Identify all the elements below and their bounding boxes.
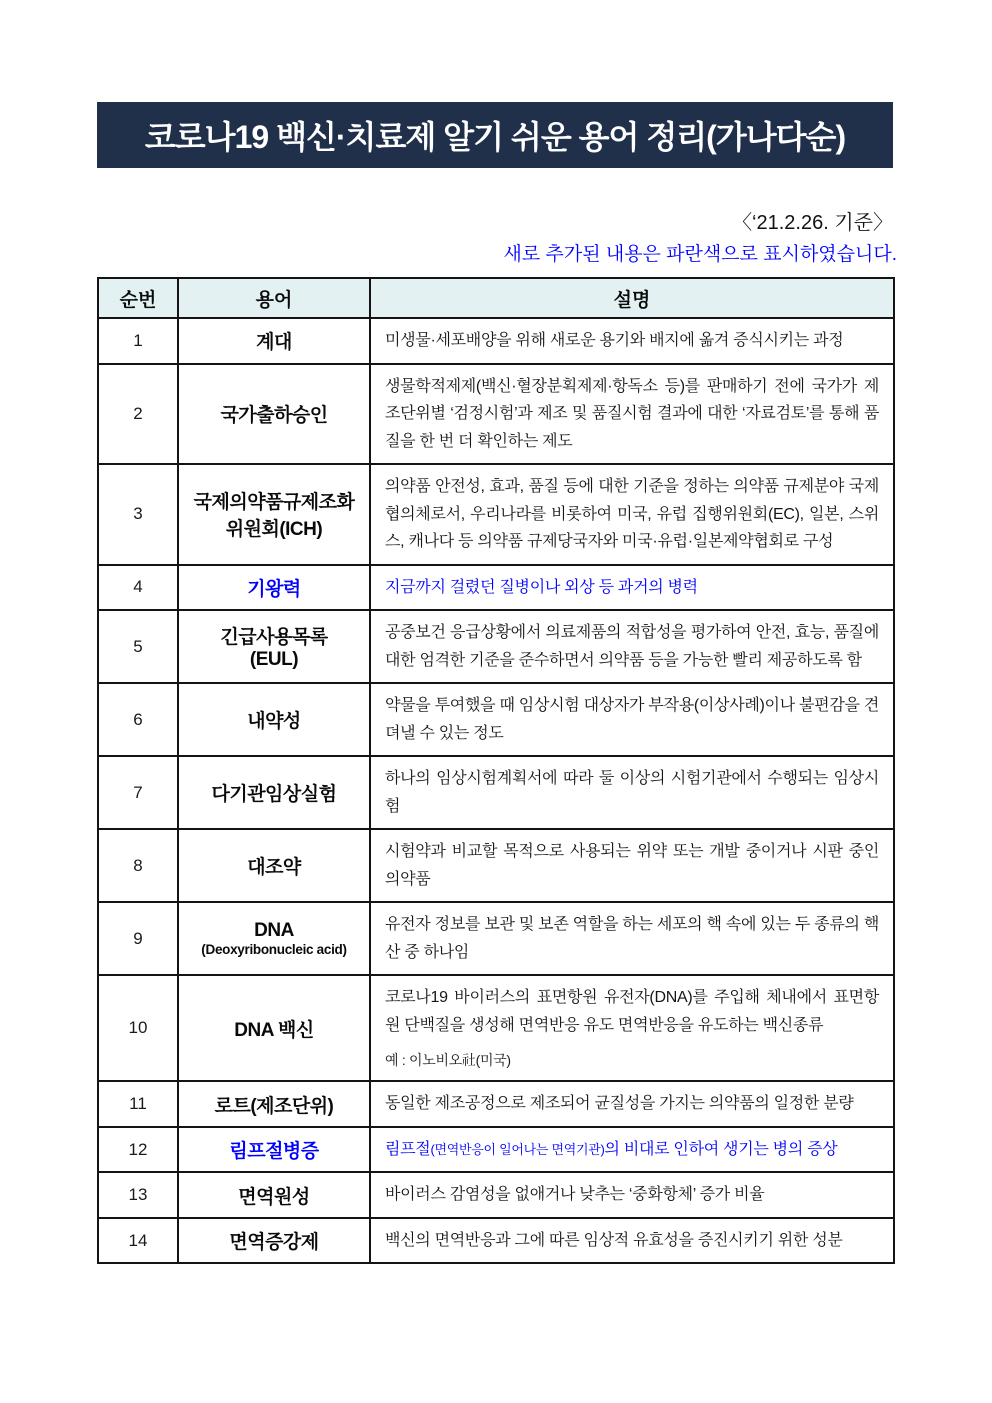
description-text: 생물학적제제(백신·혈장분획제제·항독소 등)를 판매하기 전에 국가가 제조단위별 ‘검정시험’과 제조 및 품질시험 결과에 대한 ‘자료검토’를 통해 품질을 한 번 더 확인하는 제도: [385, 377, 879, 450]
term-text: 긴급사용목록: [220, 627, 328, 649]
term-cell: [178, 1172, 370, 1218]
table-row: [98, 1172, 894, 1218]
document-title: 코로나19 백신·치료제 알기 쉬운 용어 정리(가나다순): [144, 119, 846, 155]
col-header-number: 순번: [98, 278, 178, 318]
description-text: 지금까지 걸렸던 질병이나 외상 등 과거의 병력: [385, 578, 698, 596]
table-row: [98, 902, 894, 975]
description-text: 공중보건 응급상황에서 의료제품의 적합성을 평가하여 안전, 효능, 품질에 대한 엄격한 기준을 준수하면서 의약품 등을 가능한 빨리 제공하도록 함: [385, 624, 879, 669]
description-cell: [370, 364, 894, 465]
term-cell: [178, 364, 370, 465]
term-text: 로트(제조단위): [214, 1095, 334, 1117]
example-text: 예 : 이노비오社(미국): [385, 1052, 511, 1069]
row-number: 8: [98, 829, 178, 902]
date-reference-note: 〈‘21.2.26. 기준〉: [732, 212, 893, 234]
term-text: 다기관임상실험: [211, 784, 337, 806]
description-cell: [370, 464, 894, 565]
table-row: [98, 756, 894, 829]
table-row: [98, 683, 894, 756]
description-cell: [370, 1127, 894, 1173]
row-number: 4: [98, 565, 178, 611]
description-text: 코로나19 바이러스의 표면항원 유전자(DNA)를 주입해 체내에서 표면항원 단백질을 생성해 면역반응 유도 면역반응을 유도하는 백신종류: [385, 989, 879, 1034]
description-text: 바이러스 감염성을 없애거나 낮추는 ‘중화항체’ 증가 비율: [385, 1186, 765, 1204]
description-text: 약물을 투여했을 때 임상시험 대상자가 부작용(이상사례)이나 불편감을 견뎌낼 수 있는 정도: [385, 697, 879, 742]
row-number: 7: [98, 756, 178, 829]
description-text: 림프절(면역반응이 일어나는 면역기관)의 비대로 인하여 생기는 병의 증상: [385, 1140, 838, 1158]
table-row: [98, 1218, 894, 1264]
term-text: 면역원성: [238, 1186, 310, 1208]
blue-content-notice: 새로 추가된 내용은 파란색으로 표시하였습니다.: [503, 244, 897, 265]
term-subtext: (Deoxyribonucleic acid): [201, 942, 347, 958]
description-text: 시험약과 비교할 목적으로 사용되는 위약 또는 개발 중이거나 시판 중인 의약품: [385, 843, 879, 888]
row-number: 1: [98, 318, 178, 364]
row-number: 11: [98, 1081, 178, 1127]
description-cell: [370, 1081, 894, 1127]
term-cell: [178, 683, 370, 756]
description-cell: [370, 1172, 894, 1218]
term-cell: [178, 318, 370, 364]
row-number: 14: [98, 1218, 178, 1264]
term-cell: [178, 902, 370, 975]
table-header-row: [98, 278, 894, 318]
table-row: [98, 1081, 894, 1127]
row-number: 3: [98, 464, 178, 565]
description-text: 백신의 면역반응과 그에 따른 임상적 유효성을 증진시키기 위한 성분: [385, 1231, 843, 1249]
row-number: 13: [98, 1172, 178, 1218]
table-row: [98, 565, 894, 611]
term-cell: [178, 975, 370, 1081]
term-cell: [178, 1127, 370, 1173]
description-cell: [370, 1218, 894, 1264]
term-subtext: (EUL): [249, 649, 299, 671]
term-text: 림프절병증: [229, 1141, 319, 1163]
term-cell: [178, 1081, 370, 1127]
table-row: [98, 829, 894, 902]
term-cell: [178, 756, 370, 829]
term-cell: [178, 829, 370, 902]
description-text: 유전자 정보를 보관 및 보존 역할을 하는 세포의 핵 속에 있는 두 종류의 핵산 중 하나임: [385, 916, 879, 961]
description-cell: [370, 975, 894, 1081]
col-header-description: 설명: [370, 278, 894, 318]
row-number: 6: [98, 683, 178, 756]
term-text: 계대: [256, 332, 292, 354]
terms-table: [97, 277, 895, 1264]
description-cell: [370, 902, 894, 975]
table-row: [98, 975, 894, 1081]
term-text: 대조약: [247, 857, 301, 879]
description-text: 미생물·세포배양을 위해 새로운 용기와 배지에 옮겨 증식시키는 과정: [385, 332, 844, 349]
term-subtext: 위원회(ICH): [225, 519, 323, 541]
document-title-banner: [97, 102, 893, 168]
table-row: [98, 318, 894, 364]
term-text: 면역증강제: [229, 1232, 319, 1254]
term-text: 국제의약품규제조화: [193, 492, 355, 514]
col-header-term: 용어: [178, 278, 370, 318]
term-cell: [178, 1218, 370, 1264]
description-cell: [370, 829, 894, 902]
term-cell: [178, 464, 370, 565]
description-text: 하나의 임상시험계획서에 따라 둘 이상의 시험기관에서 수행되는 임상시험: [385, 770, 879, 815]
term-text: DNA: [254, 920, 294, 942]
table-row: [98, 364, 894, 465]
row-number: 5: [98, 610, 178, 683]
term-text: 기왕력: [247, 578, 301, 600]
description-text: 동일한 제조공정으로 제조되어 균질성을 가지는 의약품의 일정한 분량: [385, 1095, 854, 1113]
row-number: 2: [98, 364, 178, 465]
terms-table-body: [98, 318, 894, 1263]
row-number: 10: [98, 975, 178, 1081]
table-row: [98, 610, 894, 683]
term-text: 국가출하승인: [220, 405, 328, 427]
term-cell: [178, 610, 370, 683]
description-cell: [370, 565, 894, 611]
description-cell: [370, 756, 894, 829]
description-cell: [370, 610, 894, 683]
term-text: 내약성: [247, 711, 301, 733]
description-text: 의약품 안전성, 효과, 품질 등에 대한 기준을 정하는 의약품 규제분야 국제협의체로서, 우리나라를 비롯하여 미국, 유럽 집행위원회(EC), 일본, 스위스, 캐나다 등 의약품 규제당국자와 미국·유럽·일본제약협회로 구성: [385, 478, 879, 551]
table-row: [98, 464, 894, 565]
row-number: 9: [98, 902, 178, 975]
row-number: 12: [98, 1127, 178, 1173]
table-row: [98, 1127, 894, 1173]
description-cell: [370, 683, 894, 756]
description-cell: [370, 318, 894, 364]
term-cell: [178, 565, 370, 611]
term-text: DNA 백신: [234, 1019, 314, 1041]
